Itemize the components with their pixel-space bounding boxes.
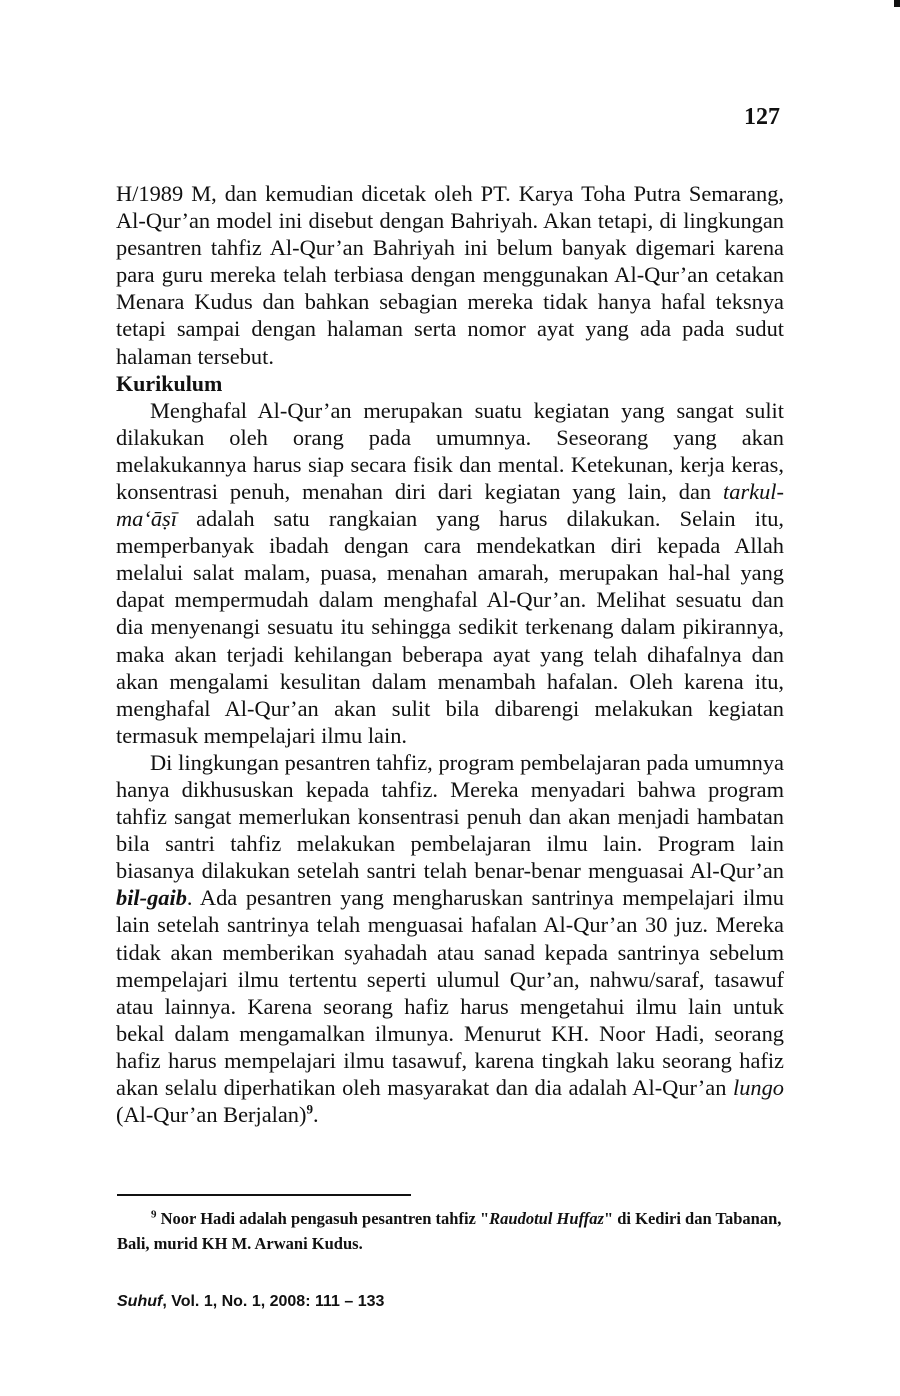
footnote (117, 1206, 785, 1256)
journal-details: , Vol. 1, No. 1, 2008: 111 – 133 (162, 1293, 385, 1310)
footnote-title: Raudotul Huffaz (489, 1209, 604, 1228)
paragraph-end: . (312, 1102, 319, 1128)
footnote-text: " di Kediri dan Tabanan, Bali, murid KH M. Arwani Kudus. (117, 1209, 782, 1253)
italic-term: lungo (732, 1075, 784, 1100)
footnote-text: Noor Hadi adalah pengasuh pesantren tahfiz " (160, 1209, 490, 1228)
journal-name: Suhuf (117, 1293, 163, 1310)
footnote-marker: 9 (151, 1208, 157, 1221)
paragraph-text: . Ada pesantren yang mengharuskan santrinya mempelajari ilmu lain setelah santrinya telah menguasai hafalan Al-Qur’an 30 juz. Mereka tidak akan memberikan syahadah atau sanad kepada santrinya sebelum mempelajari ilmu tertentu seperti ulumul Qur’an, nahwu/saraf, tasawuf atau lainnya. Karena seorang hafiz harus mengetahui ilmu lain untuk bekal dalam mengamalkan ilmunya. Menurut KH. Noor Hadi, seorang hafiz harus mempelajari ilmu tasawuf, karena tingkah laku seorang hafiz akan selalu diperhatikan oleh masyarakat dan dia adalah Al-Qur’an (116, 885, 784, 1100)
section-heading: Kurikulum (116, 370, 223, 396)
scan-corner-mark (894, 0, 900, 7)
paragraph-text: Menghafal Al-Qur’an merupakan suatu kegiatan yang sangat sulit dilakukan oleh orang pada umumnya. Seseorang yang akan melakukannya harus siap secara fisik dan mental. Ketekunan, kerja keras, konsentrasi penuh, menahan diri dari kegiatan yang lain, dan (116, 397, 784, 504)
paragraph-text: adalah satu rangkaian yang harus dilakukan. Selain itu, memperbanyak ibadah dengan cara mendekatkan diri kepada Allah melalui salat malam, puasa, menahan amarah, merupakan hal-hal yang dapat mempermudah dalam menghafal Al-Qur’an. Melihat sesuatu dan dia menyenangi sesuatu itu sehingga sedikit terkenang dalam pikirannya, maka akan terjadi kehilangan beberapa ayat yang telah dihafalnya dan akan mengalami kesulitan dalam menambah hafalan. Oleh karena itu, menghafal Al-Qur’an akan sulit bila dibarengi melakukan kegiatan termasuk mempelajari ilmu lain. (116, 506, 784, 748)
paragraph-text: (Al-Qur’an Berjalan) (116, 1102, 307, 1128)
footnote-divider (117, 1194, 411, 1196)
journal-footer (117, 1293, 384, 1311)
footnote-reference[interactable]: 9 (306, 1101, 313, 1117)
paragraph-pesantren (116, 749, 784, 1128)
italic-term: tarkul-ma‘āṣī (116, 478, 784, 532)
main-text (116, 180, 784, 1128)
page-number: 127 (744, 104, 780, 130)
paragraph-continued: H/1989 M, dan kemudian dicetak oleh PT. Karya Toha Putra Semarang, Al-Qur’an model ini disebut dengan Bahriyah. Akan tetapi, di lingkungan pesantren tahfiz Al-Qur’an Bahriyah ini belum banyak digemari karena para guru mereka telah terbiasa dengan menggunakan Al-Qur’an cetakan Menara Kudus dan bahkan sebagian mereka tidak hanya hafal teksnya tetapi sampai dengan halaman serta nomor ayat yang ada pada sudut halaman tersebut. (116, 181, 784, 369)
paragraph-menghafal (116, 397, 784, 749)
italic-term: bil-gaib (116, 885, 187, 911)
paragraph-text: Di lingkungan pesantren tahfiz, program pembelajaran pada umumnya hanya dikhususkan kepada tahfiz. Mereka menyadari bahwa program tahfiz sangat memerlukan konsentrasi penuh dan akan menjadi hambatan bila santri tahfiz melakukan pembelajaran ilmu lain. Program lain biasanya dilakukan setelah santri telah benar-benar menguasai Al-Qur’an (116, 749, 784, 884)
